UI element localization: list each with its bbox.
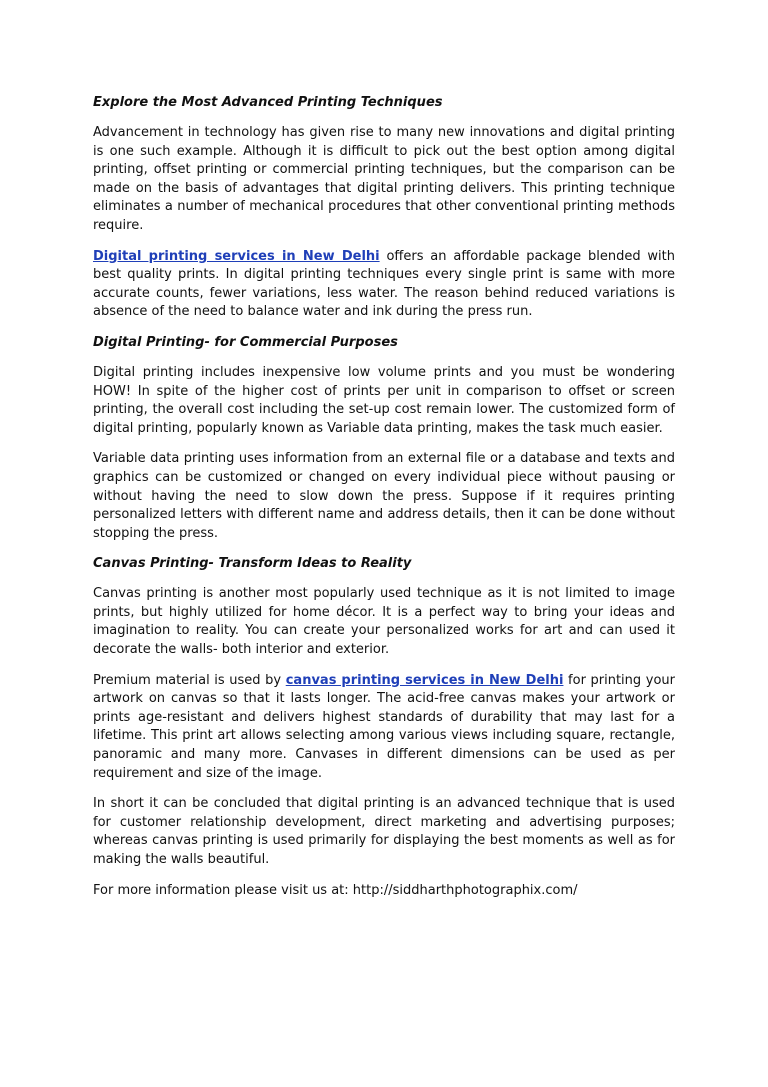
paragraph-variable-data: Variable data printing uses information from an external file or a database and texts and graphics can be customized or changed on every individual piece without pausing or without having the need to slow down the press. Suppose if it requires printing personalized letters with different name and address details, then it can be done without stopping the press. [93, 451, 675, 541]
paragraph-advancement: Advancement in technology has given rise to many new innovations and digital printing is one such example. Although it is difficult to pick out the best option among digital printing, offset printing or commercial printing techniques, but the comparison can be made on the basis of advantages that digital printing delivers. This printing technique eliminates a number of mechanical procedures that other conventional printing methods require. [93, 125, 675, 233]
paragraph-digital-services-text: offers an affordable package blended with best quality prints. In digital printing techniques every single print is same with more accurate counts, fewer variations, less water. The reason behind reduced variations is absence of the need to balance water and ink during the press run. [93, 248, 675, 320]
digital-printing-services-link[interactable]: Digital printing services in New Delhi [93, 248, 380, 264]
heading-explore-techniques: Explore the Most Advanced Printing Techniques [93, 95, 443, 110]
paragraph-premium-material-text: for printing your artwork on canvas so that it lasts longer. The acid-free canvas makes your artwork or prints age-resistant and delivers highest standards of durability that may last for a lifetime. This print art allows selecting among various views including square, rectangle, panoramic and many more. Canvases in different dimensions can be used as per requirement and size of the image. [93, 672, 675, 781]
paragraph-digital-services [93, 248, 675, 322]
paragraph-low-volume-prints: Digital printing includes inexpensive low volume prints and you must be wondering HOW! In spite of the higher cost of prints per unit in comparison to offset or screen printing, the overall cost including the set-up cost remain lower. The customized form of digital printing, popularly known as Variable data printing, makes the task much easier. [93, 364, 675, 436]
paragraph-more-info: For more information please visit us at: http://siddharthphotographix.com/ [93, 882, 578, 898]
heading-canvas-printing: Canvas Printing- Transform Ideas to Reality [93, 556, 412, 572]
document-page [93, 94, 675, 912]
paragraph-premium-material-lead: Premium material is used by [93, 672, 286, 688]
heading-commercial-purposes: Digital Printing- for Commercial Purposes [93, 334, 398, 350]
canvas-printing-services-link[interactable]: canvas printing services in New Delhi [285, 672, 564, 688]
paragraph-conclusion: In short it can be concluded that digital printing is an advanced technique that is used for customer relationship development, direct marketing and advertising purposes; whereas canvas printing is used primarily for displaying the best moments as well as for making the walls beautiful. [93, 796, 675, 867]
paragraph-canvas-intro: Canvas printing is another most popularly used technique as it is not limited to image prints, but highly utilized for home décor. It is a perfect way to bring your ideas and imagination to reality. You can create your personalized works for art and can used it decorate the walls- both interior and exterior. [93, 586, 675, 658]
paragraph-premium-material [93, 672, 675, 784]
